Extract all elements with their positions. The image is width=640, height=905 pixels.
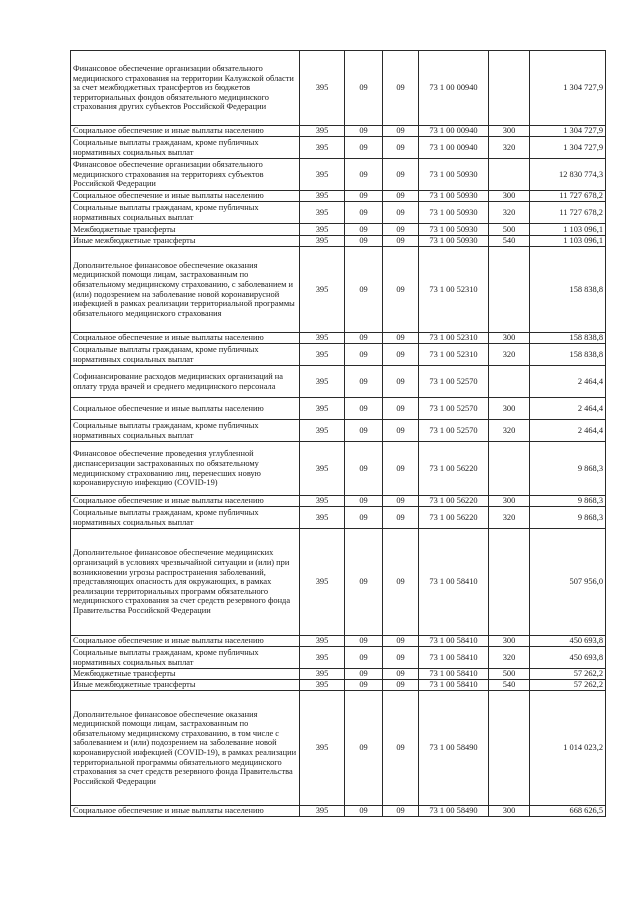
row-section-code: 09 [345,647,383,669]
row-section-code: 09 [345,442,383,496]
row-grbs-code: 395 [300,202,345,224]
row-expense-type-code: 320 [489,420,530,442]
row-subsection-code: 09 [383,344,419,366]
row-target-article-code: 73 1 00 58490 [419,691,489,806]
row-amount: 1 304 727,9 [530,126,606,137]
row-subsection-code: 09 [383,126,419,137]
row-expense-type-code [489,366,530,398]
row-section-code: 09 [345,333,383,344]
row-subsection-code: 09 [383,669,419,680]
row-expense-type-code: 320 [489,344,530,366]
row-target-article-code: 73 1 00 50930 [419,224,489,236]
row-amount: 2 464,4 [530,398,606,420]
table-row [71,507,606,529]
table-row [71,137,606,159]
row-target-article-code: 73 1 00 58410 [419,529,489,636]
row-amount: 11 727 678,2 [530,191,606,202]
row-name: Социальное обеспечение и иные выплаты населению [71,636,300,647]
row-expense-type-code: 320 [489,137,530,159]
row-target-article-code: 73 1 00 58410 [419,669,489,680]
row-section-code: 09 [345,806,383,817]
row-subsection-code: 09 [383,398,419,420]
row-name: Социальное обеспечение и иные выплаты населению [71,806,300,817]
row-expense-type-code [489,247,530,333]
row-expense-type-code: 300 [489,496,530,507]
row-name: Дополнительное финансовое обеспечение оказания медицинской помощи лицам, застрахованным по обязательному медицинскому страхованию, в том числе с заболеванием и (или) подозрением на заболевание новой коронавирусной инфекцией (COVID-19), в рамках реализации территориальной программы обязательного медицинского страхования за счет средств резервного фонда Правительства Российской Федерации [71,691,300,806]
row-name: Финансовое обеспечение организации обязательного медицинского страхования на территориях субъектов Российской Федерации [71,159,300,191]
table-row [71,442,606,496]
row-section-code: 09 [345,669,383,680]
row-section-code: 09 [345,191,383,202]
row-section-code: 09 [345,691,383,806]
row-grbs-code: 395 [300,51,345,126]
row-expense-type-code: 320 [489,647,530,669]
table-row [71,398,606,420]
row-amount: 158 838,8 [530,333,606,344]
row-name: Финансовое обеспечение проведения углубленной диспансеризации застрахованных по обязательному медицинскому страхованию лиц, перенесших новую коронавирусную инфекцию (COVID-19) [71,442,300,496]
row-target-article-code: 73 1 00 52570 [419,366,489,398]
row-target-article-code: 73 1 00 58410 [419,680,489,691]
row-name: Социальное обеспечение и иные выплаты населению [71,333,300,344]
row-section-code: 09 [345,636,383,647]
row-expense-type-code: 300 [489,126,530,137]
row-name: Социальные выплаты гражданам, кроме публичных нормативных социальных выплат [71,647,300,669]
row-name: Социальное обеспечение и иные выплаты населению [71,496,300,507]
row-amount: 1 103 096,1 [530,236,606,247]
row-grbs-code: 395 [300,529,345,636]
table-row [71,247,606,333]
row-name: Социальные выплаты гражданам, кроме публичных нормативных социальных выплат [71,202,300,224]
row-expense-type-code: 320 [489,507,530,529]
row-section-code: 09 [345,224,383,236]
row-expense-type-code: 300 [489,398,530,420]
row-grbs-code: 395 [300,680,345,691]
row-name: Социальное обеспечение и иные выплаты населению [71,191,300,202]
row-subsection-code: 09 [383,806,419,817]
row-section-code: 09 [345,159,383,191]
row-subsection-code: 09 [383,647,419,669]
row-target-article-code: 73 1 00 56220 [419,442,489,496]
table-row [71,806,606,817]
row-grbs-code: 395 [300,420,345,442]
table-row [71,680,606,691]
row-name: Иные межбюджетные трансферты [71,236,300,247]
row-amount: 1 304 727,9 [530,137,606,159]
row-target-article-code: 73 1 00 00940 [419,126,489,137]
row-target-article-code: 73 1 00 56220 [419,496,489,507]
row-subsection-code: 09 [383,680,419,691]
row-subsection-code: 09 [383,137,419,159]
row-target-article-code: 73 1 00 00940 [419,137,489,159]
row-name: Социальное обеспечение и иные выплаты населению [71,398,300,420]
row-section-code: 09 [345,398,383,420]
row-subsection-code: 09 [383,247,419,333]
table-row [71,496,606,507]
row-grbs-code: 395 [300,224,345,236]
row-name: Дополнительное финансовое обеспечение медицинских организаций в условиях чрезвычайной ситуации и (или) при возникновении угрозы распространения заболеваний, представляющих опасность для окружающих, в рамках реализации территориальных программ обязательного медицинского страхования за счет средств резервного фонда Правительства Российской Федерации [71,529,300,636]
row-amount: 507 956,0 [530,529,606,636]
row-subsection-code: 09 [383,420,419,442]
row-subsection-code: 09 [383,636,419,647]
row-amount: 2 464,4 [530,420,606,442]
table-row [71,236,606,247]
row-target-article-code: 73 1 00 50930 [419,159,489,191]
row-expense-type-code: 540 [489,680,530,691]
table-row [71,126,606,137]
row-name: Межбюджетные трансферты [71,224,300,236]
row-subsection-code: 09 [383,691,419,806]
row-expense-type-code: 300 [489,636,530,647]
row-section-code: 09 [345,496,383,507]
row-grbs-code: 395 [300,691,345,806]
table-row [71,647,606,669]
table-row [71,691,606,806]
row-expense-type-code [489,529,530,636]
row-grbs-code: 395 [300,333,345,344]
row-grbs-code: 395 [300,137,345,159]
row-target-article-code: 73 1 00 56220 [419,507,489,529]
row-target-article-code: 73 1 00 52570 [419,398,489,420]
row-amount: 9 868,3 [530,507,606,529]
row-expense-type-code: 540 [489,236,530,247]
row-name: Финансовое обеспечение организации обязательного медицинского страхования на территории Калужской области за счет межбюджетных трансфертов из бюджетов территориальных фондов обязательного медицинского страхования других субъектов Российской Федерации [71,51,300,126]
row-amount: 1 103 096,1 [530,224,606,236]
row-subsection-code: 09 [383,224,419,236]
row-subsection-code: 09 [383,529,419,636]
row-grbs-code: 395 [300,507,345,529]
row-section-code: 09 [345,366,383,398]
row-section-code: 09 [345,507,383,529]
row-subsection-code: 09 [383,333,419,344]
row-subsection-code: 09 [383,442,419,496]
row-grbs-code: 395 [300,191,345,202]
row-name: Социальные выплаты гражданам, кроме публичных нормативных социальных выплат [71,137,300,159]
row-subsection-code: 09 [383,496,419,507]
table-row [71,333,606,344]
row-grbs-code: 395 [300,366,345,398]
row-amount: 1 304 727,9 [530,51,606,126]
table-row [71,636,606,647]
row-grbs-code: 395 [300,126,345,137]
row-expense-type-code: 300 [489,806,530,817]
row-target-article-code: 73 1 00 52310 [419,333,489,344]
row-grbs-code: 395 [300,247,345,333]
row-section-code: 09 [345,344,383,366]
row-amount: 2 464,4 [530,366,606,398]
row-grbs-code: 395 [300,669,345,680]
row-section-code: 09 [345,202,383,224]
row-name: Социальные выплаты гражданам, кроме публичных нормативных социальных выплат [71,344,300,366]
row-grbs-code: 395 [300,806,345,817]
row-expense-type-code [489,51,530,126]
row-amount: 9 868,3 [530,442,606,496]
row-grbs-code: 395 [300,442,345,496]
row-amount: 668 626,5 [530,806,606,817]
table-row [71,159,606,191]
row-grbs-code: 395 [300,344,345,366]
row-amount: 1 014 023,2 [530,691,606,806]
row-section-code: 09 [345,236,383,247]
row-expense-type-code: 500 [489,669,530,680]
row-target-article-code: 73 1 00 58490 [419,806,489,817]
row-grbs-code: 395 [300,636,345,647]
budget-table [70,50,606,817]
row-grbs-code: 395 [300,647,345,669]
table-row [71,191,606,202]
row-name: Иные межбюджетные трансферты [71,680,300,691]
row-grbs-code: 395 [300,236,345,247]
row-grbs-code: 395 [300,398,345,420]
row-expense-type-code: 320 [489,202,530,224]
table-row [71,224,606,236]
row-amount: 57 262,2 [530,669,606,680]
row-amount: 450 693,8 [530,636,606,647]
row-expense-type-code [489,442,530,496]
row-amount: 11 727 678,2 [530,202,606,224]
row-subsection-code: 09 [383,236,419,247]
row-expense-type-code: 300 [489,333,530,344]
row-section-code: 09 [345,420,383,442]
row-target-article-code: 73 1 00 52310 [419,247,489,333]
row-expense-type-code [489,691,530,806]
row-section-code: 09 [345,126,383,137]
row-subsection-code: 09 [383,366,419,398]
row-section-code: 09 [345,51,383,126]
row-name: Дополнительное финансовое обеспечение оказания медицинской помощи лицам, застрахованным по обязательному медицинскому страхованию, с заболеванием и (или) подозрением на заболевание новой коронавирусной инфекцией в рамках реализации территориальной программы обязательного медицинского страхования [71,247,300,333]
row-amount: 158 838,8 [530,247,606,333]
table-row [71,669,606,680]
row-name: Социальные выплаты гражданам, кроме публичных нормативных социальных выплат [71,420,300,442]
row-section-code: 09 [345,247,383,333]
row-amount: 57 262,2 [530,680,606,691]
row-subsection-code: 09 [383,191,419,202]
row-target-article-code: 73 1 00 52310 [419,344,489,366]
row-section-code: 09 [345,137,383,159]
table-row [71,420,606,442]
row-target-article-code: 73 1 00 58410 [419,636,489,647]
table-row [71,202,606,224]
table-row [71,344,606,366]
table-row [71,529,606,636]
row-name: Софинансирование расходов медицинских организаций на оплату труда врачей и среднего медицинского персонала [71,366,300,398]
row-section-code: 09 [345,680,383,691]
row-target-article-code: 73 1 00 50930 [419,236,489,247]
row-target-article-code: 73 1 00 00940 [419,51,489,126]
row-amount: 9 868,3 [530,496,606,507]
row-grbs-code: 395 [300,159,345,191]
row-target-article-code: 73 1 00 50930 [419,191,489,202]
row-expense-type-code [489,159,530,191]
row-target-article-code: 73 1 00 58410 [419,647,489,669]
table-row [71,51,606,126]
row-name: Межбюджетные трансферты [71,669,300,680]
row-target-article-code: 73 1 00 52570 [419,420,489,442]
row-subsection-code: 09 [383,507,419,529]
row-grbs-code: 395 [300,496,345,507]
row-amount: 158 838,8 [530,344,606,366]
row-amount: 450 693,8 [530,647,606,669]
row-subsection-code: 09 [383,159,419,191]
row-subsection-code: 09 [383,202,419,224]
row-name: Социальные выплаты гражданам, кроме публичных нормативных социальных выплат [71,507,300,529]
row-expense-type-code: 300 [489,191,530,202]
table-row [71,366,606,398]
row-subsection-code: 09 [383,51,419,126]
row-section-code: 09 [345,529,383,636]
row-target-article-code: 73 1 00 50930 [419,202,489,224]
row-expense-type-code: 500 [489,224,530,236]
row-amount: 12 830 774,3 [530,159,606,191]
row-name: Социальное обеспечение и иные выплаты населению [71,126,300,137]
